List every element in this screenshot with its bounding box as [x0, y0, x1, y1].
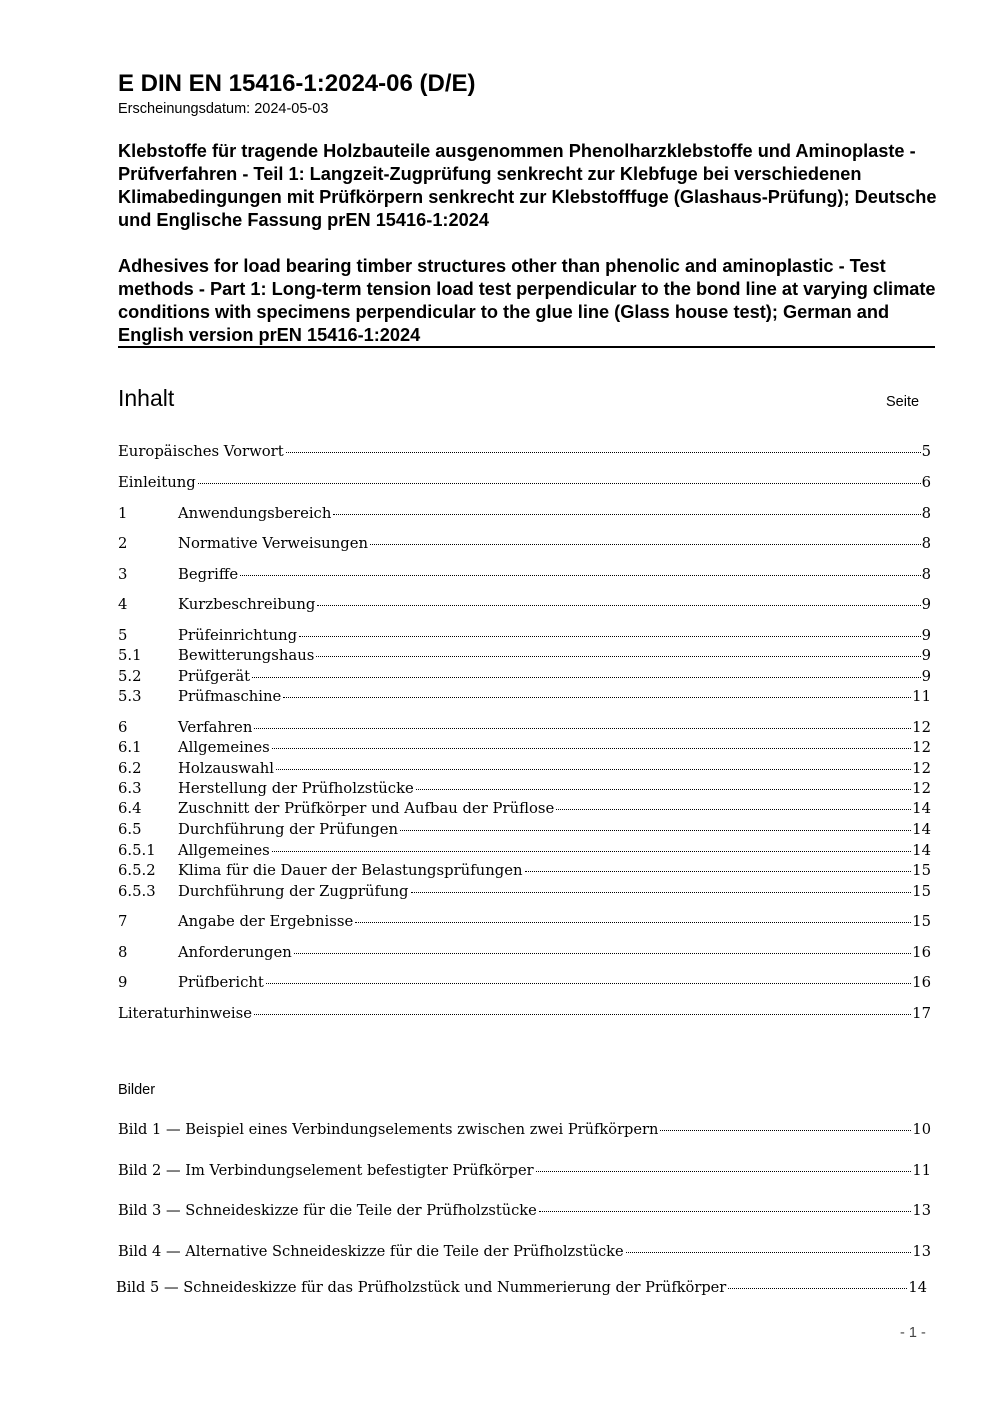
toc-entry-page: 11 — [912, 688, 931, 705]
toc-entry-title: Allgemeines — [178, 739, 270, 756]
toc-entry-number: 6.2 — [118, 760, 142, 777]
toc-entry-title: Kurzbeschreibung — [178, 596, 316, 613]
figure-entry-page: 11 — [912, 1162, 931, 1179]
toc-entry-page: 16 — [912, 974, 931, 991]
toc-entry-title: Anforderungen — [178, 944, 292, 961]
toc-entry-number: 6.5.3 — [118, 883, 156, 900]
title-german: Klebstoffe für tragende Holzbauteile ausgenommen Phenolharzklebstoffe und Aminoplaste - Prüfverfahren - Teil 1: Langzeit-Zugprüfung senkrecht zur Klebfuge bei verschiedenen Klimabedingungen mit Prüfkörpern senkrecht zur Klebstofffuge (Glashaus-Prüfung); Deutsche und Englische Fassung prEN 15416-1:2024 — [118, 141, 937, 230]
toc-entry-number: 6.5 — [118, 821, 142, 838]
toc-entry-page: 14 — [912, 800, 931, 817]
toc-entry-title: Anwendungsbereich — [178, 505, 332, 522]
toc-entry-number: 6.5.1 — [118, 842, 156, 859]
toc-entry-title: Durchführung der Prüfungen — [178, 821, 398, 838]
dot-leader — [728, 1288, 907, 1289]
toc-entry-page: 17 — [912, 1005, 931, 1022]
toc-entry-page: 9 — [921, 596, 931, 613]
figure-entry-title: Bild 3 — Schneideskizze für die Teile der Prüfholzstücke — [118, 1202, 537, 1219]
toc-entry-page: 12 — [912, 780, 931, 797]
document-id: E DIN EN 15416-1:2024-06 (D/E) — [118, 70, 476, 97]
toc-entry-title: Literaturhinweise — [118, 1005, 253, 1022]
dot-leader — [626, 1252, 912, 1253]
toc-entry-title: Prüfeinrichtung — [178, 627, 298, 644]
figure-entry-page: 13 — [912, 1202, 931, 1219]
toc-entry-page: 8 — [921, 566, 931, 583]
page-number: - 1 - — [900, 1325, 926, 1341]
figure-entry-page: 10 — [912, 1121, 931, 1138]
toc-entry-page: 8 — [921, 535, 931, 552]
toc-entry-title: Prüfgerät — [178, 668, 251, 685]
toc-entry-title: Herstellung der Prüfholzstücke — [178, 780, 414, 797]
toc-entry-number: 6 — [118, 719, 128, 736]
toc-entry-title: Einleitung — [118, 474, 196, 491]
toc-entry-number: 5.1 — [118, 647, 142, 664]
toc-entry-page: 15 — [912, 913, 931, 930]
toc-entry-page: 16 — [912, 944, 931, 961]
toc-entry-title: Begriffe — [178, 566, 239, 583]
figure-entry-page: 14 — [908, 1279, 927, 1296]
toc-entry-page: 15 — [912, 883, 931, 900]
figure-entry-title: Bild 4 — Alternative Schneideskizze für die Teile der Prüfholzstücke — [118, 1243, 624, 1260]
toc-entry-title: Verfahren — [178, 719, 253, 736]
toc-heading: Inhalt — [118, 385, 175, 411]
toc-entry-page: 9 — [921, 627, 931, 644]
toc-entry-title: Angabe der Ergebnisse — [178, 913, 354, 930]
toc-entry-number: 9 — [118, 974, 128, 991]
toc-entry-number: 5.3 — [118, 688, 142, 705]
toc-entry-number: 5.2 — [118, 668, 142, 685]
toc-entry-title: Prüfmaschine — [178, 688, 282, 705]
toc-entry-number: 8 — [118, 944, 128, 961]
figure-entry[interactable] — [118, 1202, 931, 1222]
dot-leader — [660, 1130, 911, 1131]
toc-entry-title: Durchführung der Zugprüfung — [178, 883, 409, 900]
toc-entry-number: 2 — [118, 535, 128, 552]
toc-entry-page: 14 — [912, 821, 931, 838]
figure-entry-title: Bild 1 — Beispiel eines Verbindungselements zwischen zwei Prüfkörpern — [118, 1121, 659, 1138]
toc-entry-page: 9 — [921, 647, 931, 664]
toc-entry-page: 14 — [912, 842, 931, 859]
figure-entry-title: Bild 5 — Schneideskizze für das Prüfholzstück und Nummerierung der Prüfkörper — [116, 1279, 727, 1296]
toc-entry-title: Bewitterungshaus — [178, 647, 315, 664]
toc-entry-number: 6.3 — [118, 780, 142, 797]
toc-entry-number: 6.4 — [118, 800, 142, 817]
toc-entry-title: Allgemeines — [178, 842, 270, 859]
toc-entry-number: 3 — [118, 566, 128, 583]
toc-entry-title: Zuschnitt der Prüfkörper und Aufbau der Prüflose — [178, 800, 555, 817]
toc-entry-page: 5 — [921, 443, 931, 460]
figures-heading: Bilder — [118, 1082, 156, 1098]
toc-entry-number: 6.5.2 — [118, 862, 156, 879]
toc-entry-title: Prüfbericht — [178, 974, 264, 991]
toc-entry-title: Normative Verweisungen — [178, 535, 369, 552]
toc-entry-title: Holzauswahl — [178, 760, 275, 777]
toc-entry-page: 9 — [921, 668, 931, 685]
title-english: Adhesives for load bearing timber structures other than phenolic and aminoplastic - Test methods - Part 1: Long-term tension load test perpendicular to the bond line at varying climate conditions with specimens perpendicular to the glue line (Glass house test); German and English version prEN 15416-1:2024 — [118, 256, 936, 345]
toc-entry-number: 7 — [118, 913, 128, 930]
toc-entry-page: 8 — [921, 505, 931, 522]
toc-entry-page: 12 — [912, 739, 931, 756]
figure-entry[interactable] — [118, 1162, 931, 1182]
figure-entry[interactable] — [118, 1243, 931, 1263]
figure-entry[interactable] — [118, 1121, 931, 1141]
toc-page-column-label: Seite — [886, 394, 920, 410]
publication-date: Erscheinungsdatum: 2024-05-03 — [118, 101, 329, 117]
toc-entry-page: 12 — [912, 719, 931, 736]
dot-leader — [539, 1211, 912, 1212]
figure-entry-page: 13 — [912, 1243, 931, 1260]
toc-entry-number: 6.1 — [118, 739, 142, 756]
toc-entry-number: 5 — [118, 627, 128, 644]
toc-entry-title: Europäisches Vorwort — [118, 443, 284, 460]
figure-entry-title: Bild 2 — Im Verbindungselement befestigter Prüfkörper — [118, 1162, 534, 1179]
figure-entry[interactable] — [116, 1279, 927, 1299]
toc-entry-title: Klima für die Dauer der Belastungsprüfungen — [178, 862, 523, 879]
toc-entry-number: 1 — [118, 505, 128, 522]
toc-entry-number: 4 — [118, 596, 128, 613]
dot-leader — [536, 1171, 912, 1172]
toc-entry-page: 6 — [921, 474, 931, 491]
toc-entry-page: 15 — [912, 862, 931, 879]
toc-entry-page: 12 — [912, 760, 931, 777]
